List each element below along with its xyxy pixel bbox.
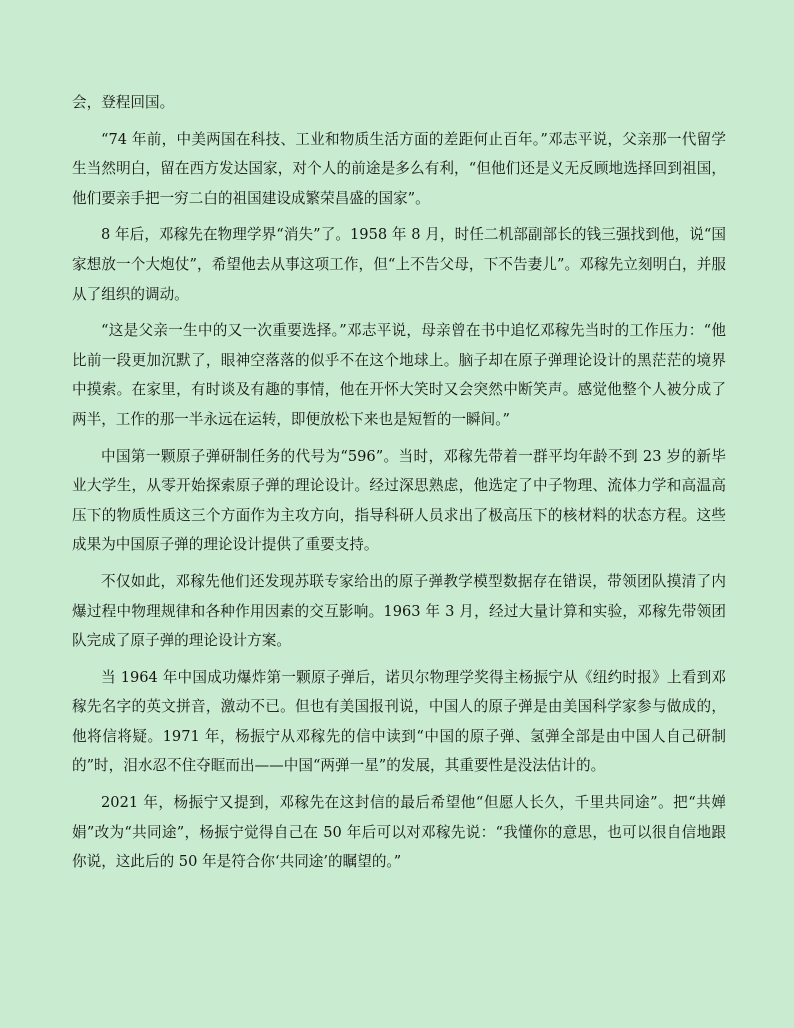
paragraph-6: 不仅如此，邓稼先他们还发现苏联专家给出的原子弹教学模型数据存在错误，带领团队摸清了内爆过程中物理规律和各种作用因素的交互影响。1963 年 3 月，经过大量计算和实验，邓稼先带领团队完成了原子弹的理论设计方案。 (72, 572, 726, 650)
paragraph-5: 中国第一颗原子弹研制任务的代号为“596”。当时，邓稼先带着一群平均年龄不到 23 岁的新毕业大学生，从零开始探索原子弹的理论设计。经过深思熟虑，他选定了中子物理、流体力学和高温高压下的物质性质这三个方面作为主攻方向，指导科研人员求出了极高压下的核材料的状态方程。这些成果为中国原子弹的理论设计提供了重要支持。 (72, 447, 726, 554)
paragraph-2: “74 年前，中美两国在科技、工业和物质生活方面的差距何止百年。”邓志平说，父亲那一代留学生当然明白，留在西方发达国家，对个人的前途是多么有利，“但他们还是义无反顾地选择回到祖国，他们要亲手把一穷二白的祖国建设成繁荣昌盛的国家”。 (72, 130, 726, 207)
paragraph-8: 2021 年，杨振宁又提到，邓稼先在这封信的最后希望他“但愿人长久，千里共同途”。把“共婵娟”改为“共同途”，杨振宁觉得自己在 50 年后可以对邓稼先说：“我懂你的意思，也可以很自信地跟你说，这此后的 50 年是符合你‘共同途’的瞩望的。” (72, 794, 726, 871)
paragraph-3: 8 年后，邓稼先在物理学界“消失”了。1958 年 8 月，时任二机部副部长的钱三强找到他，说“国家想放一个大炮仗”，希望他去从事这项工作，但“上不告父母，下不告妻儿”。邓稼先立刻明白，并服从了组织的调动。 (72, 226, 726, 303)
paragraph-7: 当 1964 年中国成功爆炸第一颗原子弹后，诺贝尔物理学奖得主杨振宁从《纽约时报》上看到邓稼先名字的英文拼音，激动不已。但也有美国报刊说，中国人的原子弹是由美国科学家参与做成的，他将信将疑。1971 年，杨振宁从邓稼先的信中读到“中国的原子弹、氢弹全部是由中国人自己研制的”时，泪水忍不住夺眶而出——中国“两弹一星”的发展，其重要性是没法估计的。 (72, 668, 726, 775)
paragraph-1: 会，登程回国。 (72, 94, 175, 111)
paragraph-4: “这是父亲一生中的又一次重要选择。”邓志平说，母亲曾在书中追忆邓稼先当时的工作压力：“他比前一段更加沉默了，眼神空落落的似乎不在这个地球上。脑子却在原子弹理论设计的黑茫茫的境界中摸索。在家里，有时谈及有趣的事情，他在开怀大笑时又会突然中断笑声。感觉他整个人被分成了两半，工作的那一半永远在运转，即便放松下来也是短暂的一瞬间。” (72, 322, 726, 428)
